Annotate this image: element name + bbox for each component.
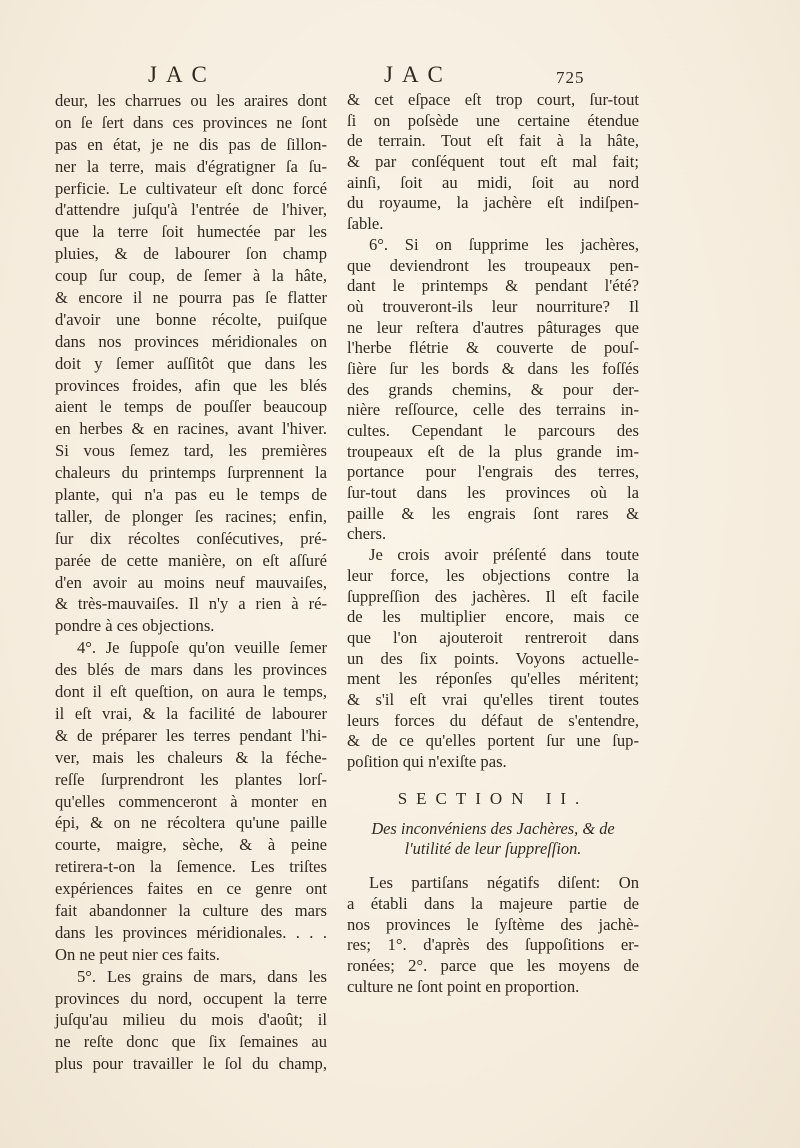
text-line: pondre à ces objections. [55,616,215,636]
text-line: chers. [347,524,387,544]
text-line: ſi on poſsède une certaine étendue [347,110,639,130]
text-line: pas en état, je ne dis pas de ſillon- [55,134,327,154]
text-line: leur force, les objections contre la [347,565,639,585]
text-line: ronées; 2°. parce que les moyens de [347,956,639,976]
text-line: ainſi, ſoit au midi, ſoit au nord [347,172,639,192]
text-line: res; 1°. d'après des ſuppoſitions er- [347,935,639,955]
text-line: ſable. [347,214,384,234]
text-line: culture ne ſont point en proportion. [347,976,580,996]
text-line: dans les provinces méridionales. . . . [55,922,327,942]
text-line: perficie. Le cultivateur eſt donc forcé [55,178,327,198]
text-line: ſur dix récoltes conſécutives, pré- [55,528,327,548]
section-title: SECTION II. [397,788,589,808]
right-column-text-bottom [347,873,639,997]
text-line: ne leur reſtera d'autres pâturages que [347,317,639,337]
text-line: ment les réponſes qu'elles méritent; [347,669,639,689]
text-line: des grands chemins, & pour der- [347,379,639,399]
text-line: ſur-tout dans les provinces où la [347,483,639,503]
section-subtitle [347,819,639,859]
text-line: en herbes & en racines, avant l'hiver. [55,419,327,439]
text-line: plus pour travailler le ſol du champ, [55,1054,327,1074]
section-subtitle-line: l'utilité de leur ſuppreſſion. [404,839,582,859]
text-line: On ne peut nier ces faits. [55,944,220,964]
text-line: nière reſſource, celle des terrains in- [347,400,639,420]
text-line: pluies, & de labourer ſon champ [55,244,327,264]
text-line: & s'il eſt vrai qu'elles tirent toutes [347,689,639,709]
text-line: Les partiſans négatifs diſent: On [369,873,639,893]
text-line: des blés de mars dans les provinces [55,660,327,680]
text-line: fait abandonner la culture des mars [55,900,327,920]
text-line: parée de cette manière, on eſt aſſuré [55,550,327,570]
text-line: que l'on ajouteroit rentreroit dans [347,627,639,647]
text-line: Je crois avoir préſenté dans toute [369,545,639,565]
text-line: aient le temps de pouſſer beaucoup [55,397,327,417]
section-subtitle-line: Des inconvéniens des Jachères, & de [371,819,615,839]
text-line: & de préparer les terres pendant l'hi- [55,725,327,745]
page-number: 725 [556,68,585,87]
text-line: l'herbe flétrie & couverte de pouſ- [347,338,639,358]
text-line: il eſt vrai, & la facilité de labourer [55,703,327,723]
text-line: deur, les charrues ou les araires dont [55,91,327,110]
text-line: d'avoir une bonne récolte, puiſque [55,309,327,329]
text-line: que la terre ſoit humectée par les [55,222,327,242]
text-line: leurs forces du défaut de s'entendre, [347,710,639,730]
text-line: 6°. Si on ſupprime les jachères, [369,234,639,254]
text-line: que deviendront les troupeaux pen- [347,255,639,275]
text-line: nos provinces le ſyſtème des jachè- [347,914,639,934]
text-line: reſſe ſurprendront les plantes lorſ- [55,769,327,789]
text-line: du royaume, la jachère eſt indiſpen- [347,193,639,213]
text-line: ſière ſur les bords & dans les foſſés [347,358,639,378]
text-line: ſuppreſſion des jachères. Il eſt facile [347,586,639,606]
text-line: de les multiplier encore, mais ce [347,607,639,627]
text-line: 4°. Je ſuppoſe qu'on veuille ſemer [77,638,327,658]
text-line: un des ſix points. Voyons actuelle- [347,648,639,668]
text-line: chaleurs du printemps ſurprennent la [55,463,327,483]
text-line: qu'elles commenceront à monter en [55,791,327,811]
text-line: dont il eſt queſtion, on aura le temps, [55,682,327,702]
text-line: & encore il ne pourra pas ſe flatter [55,288,327,308]
text-line: & par conſéquent tout eſt mal fait; [347,152,639,172]
right-column-text-top [347,90,639,773]
text-line: 5°. Les grains de mars, dans les [77,966,327,986]
text-line: cultes. Cependant le parcours des [347,421,639,440]
right-column [347,90,639,998]
text-line: ne reſte donc que ſix ſemaines au [55,1032,327,1052]
running-header-left: JAC [148,62,216,87]
text-line: Si vous ſemez tard, les premières [55,441,327,461]
text-line: provinces du nord, occupent la terre [55,988,327,1008]
text-line: ver, mais les chaleurs & la féche- [55,747,327,767]
text-line: ner la terre, mais d'égratigner ſa ſu- [55,156,327,176]
text-line: épi, & on ne récoltera qu'une paille [55,813,327,833]
text-line: poſition qui n'exiſte pas. [347,752,507,771]
text-line: courte, maigre, sèche, & à peine [55,835,327,855]
text-line: taller, de plonger ſes racines; enfin, [55,506,327,526]
text-line: de terrain. Tout eſt fait à la hâte, [347,131,639,151]
text-line: & de ce qu'elles portent ſur une ſup- [347,731,639,751]
text-line: où trouveront-ils leur nourriture? Il [347,296,639,316]
text-line: a établi dans la majeure partie de [347,894,639,914]
running-header-right: JAC [384,62,452,87]
text-line: d'en avoir au moins neuf mauvaiſes, [55,572,327,592]
left-column [55,90,327,1075]
text-line: retirera-t-on la ſemence. Les triſtes [55,857,327,877]
text-line: dant le printemps & pendant l'été? [347,276,639,296]
text-line: juſqu'au milieu du mois d'août; il [55,1010,327,1030]
text-line: troupeaux eſt de la plus grande im- [347,441,639,461]
text-line: dans nos provinces méridionales on [55,331,327,351]
text-line: coup ſur coup, de ſemer à la hâte, [55,266,327,286]
text-line: expériences faites en ce genre ont [55,879,327,899]
text-line: & cet eſpace eſt trop court, ſur-tout [347,90,639,109]
text-line: & très-mauvaiſes. Il n'y a rien à ré- [55,594,327,614]
text-line: plante, qui n'a pas eu le temps de [55,485,327,505]
text-line: d'attendre juſqu'à l'entrée de l'hiver, [55,200,327,220]
text-line: portance pour l'engrais des terres, [347,462,639,482]
text-line: doit y ſemer auſſitôt que dans les [55,353,327,373]
text-line: paille & les engrais ſont rares & [347,503,639,523]
text-line: on ſe ſert dans ces provinces ne ſont [55,112,327,132]
text-line: provinces froides, afin que les blés [55,375,327,395]
